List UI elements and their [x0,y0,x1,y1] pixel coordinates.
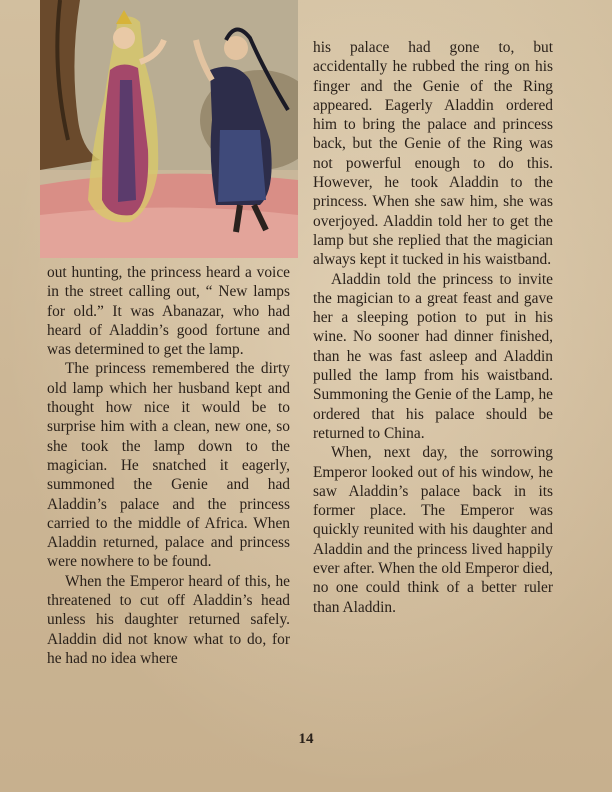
paragraph: his palace had gone to, but accidentally he rubbed the ring on his finger and the Genie of the Ring appeared. Eagerly Aladdin ordered him to bring the palace and princess back, but the Genie of the Ring was not powerful enough to do this. However, he took Aladdin to the princess. When she saw him, she was overjoyed. Aladdin told her to get the lamp but she replied that the magician always kept it tucked in his waistband. [313,39,553,269]
paragraph: When the Emperor heard of this, he threatened to cut off Aladdin’s head unless his daughter returned safely. Aladdin did not know what to do, for he had no idea where [47,572,290,667]
story-illustration [40,0,298,258]
princess-and-magician-illustration-icon [40,0,298,258]
paragraph: Aladdin told the princess to invite the magician to a great feast and gave her a sleeping potion to put in his wine. No sooner had dinner finished, than he was fast asleep and Aladdin pulled the lamp from his waistband. Summoning the Genie of the Lamp, he ordered that his palace should be returned to China. [313,270,553,442]
paragraph: When, next day, the sorrowing Emperor looked out of his window, he saw Aladdin’s palace back in its former place. The Emperor was quickly reunited with his daughter and Aladdin and the princess lived happily ever after. When the old Emperor died, no one could think of a better ruler than Aladdin. [313,444,553,616]
page-number: 14 [298,731,314,747]
left-text-column [47,263,290,668]
paragraph: The princess remembered the dirty old lamp which her husband kept and thought how nice it would be to surprise him with a clean, new one, so she took the lamp down to the magician. He snatched it eagerly, summoned the Genie and had Aladdin’s palace and the princess carried to the middle of Africa. When Aladdin returned, palace and princess were nowhere to be found. [47,360,290,571]
paragraph: out hunting, the princess heard a voice in the street calling out, “ New lamps for old.” It was Abanazar, who had heard of Aladdin’s good fortune and was determined to get the lamp. [47,264,290,359]
right-text-column [313,38,553,617]
